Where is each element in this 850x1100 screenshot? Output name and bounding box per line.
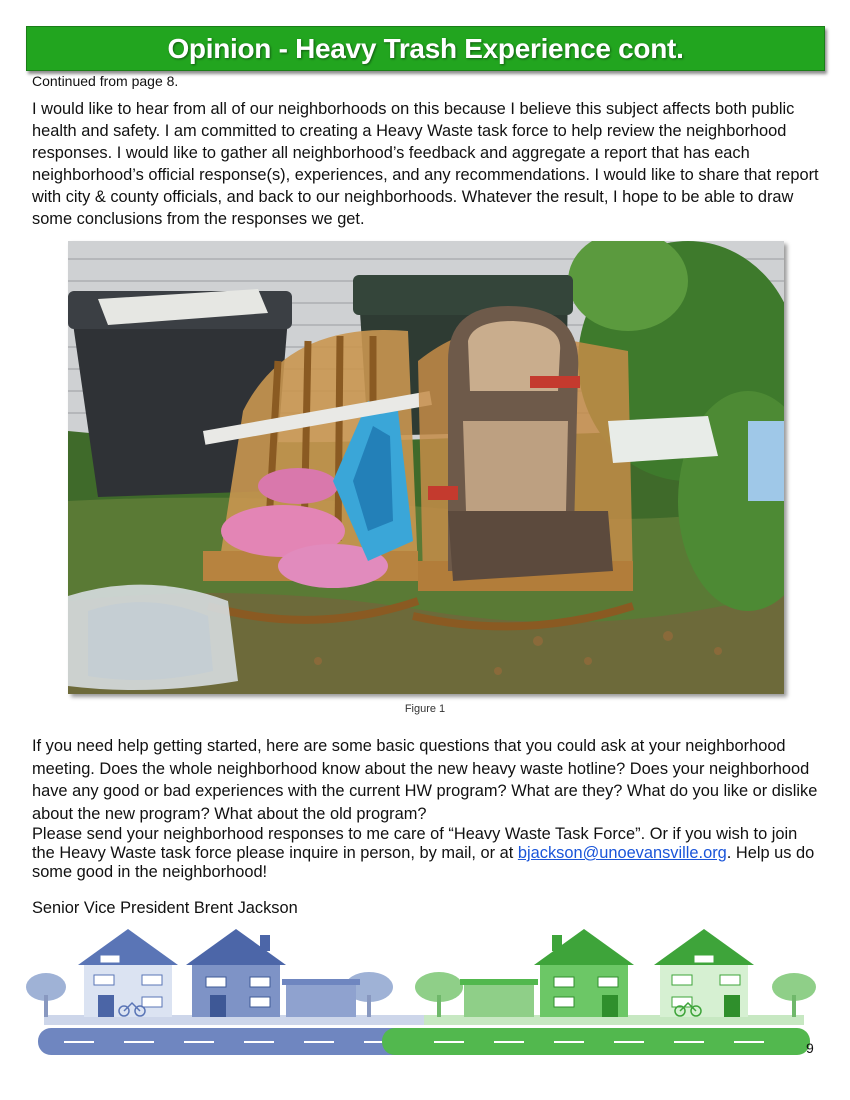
email-link[interactable]: bjackson@unoevansville.org bbox=[517, 844, 727, 862]
questions-paragraph: If you need help getting started, here are some basic questions that you could ask at your neighborhood meeting. Does the whole neighborhood know about the new heavy waste hotline? Does your neighborhood have any good or bad experiences with the current HW program? What are they? What do you like or dislike about the new program? What about the old program? bbox=[32, 737, 818, 823]
houses-illustration bbox=[24, 925, 824, 1057]
intro-paragraph: I would like to hear from all of our neighborhoods on this because I believe this subject affects both public health and safety. I am committed to creating a Heavy Waste task force to help review the neighborhood responses. I would like to gather all neighborhood’s feedback and aggregate a report that has each neighborhood’s official response(s), experiences, and any recommendations. I would like to share that report with city & county officials, and back to our neighborhoods. Whatever the result, I hope to be able to draw some conclusions from the responses we get. bbox=[32, 100, 819, 228]
heavy-trash-illustration bbox=[68, 241, 784, 694]
page-number: 9 bbox=[806, 1040, 814, 1056]
street-scene-graphic bbox=[24, 925, 824, 1057]
author-signature: Senior Vice President Brent Jackson bbox=[32, 899, 298, 917]
contact-text-before: Please send your neighborhood responses to me care of “Heavy Waste Task Force”. Or if you wish to join the Heavy Waste task force please inquire in person, by mail, or at bbox=[32, 825, 798, 862]
page-header-banner bbox=[26, 26, 825, 71]
continued-note: Continued from page 8. bbox=[32, 73, 179, 89]
page-title: Opinion - Heavy Trash Experience cont. bbox=[167, 32, 684, 64]
heavy-trash-photo bbox=[68, 241, 784, 694]
figure-caption: Figure 1 bbox=[404, 703, 446, 715]
contact-paragraph bbox=[32, 825, 822, 882]
contact-text-after: . Help us do some good in the neighborhood! bbox=[32, 844, 815, 881]
